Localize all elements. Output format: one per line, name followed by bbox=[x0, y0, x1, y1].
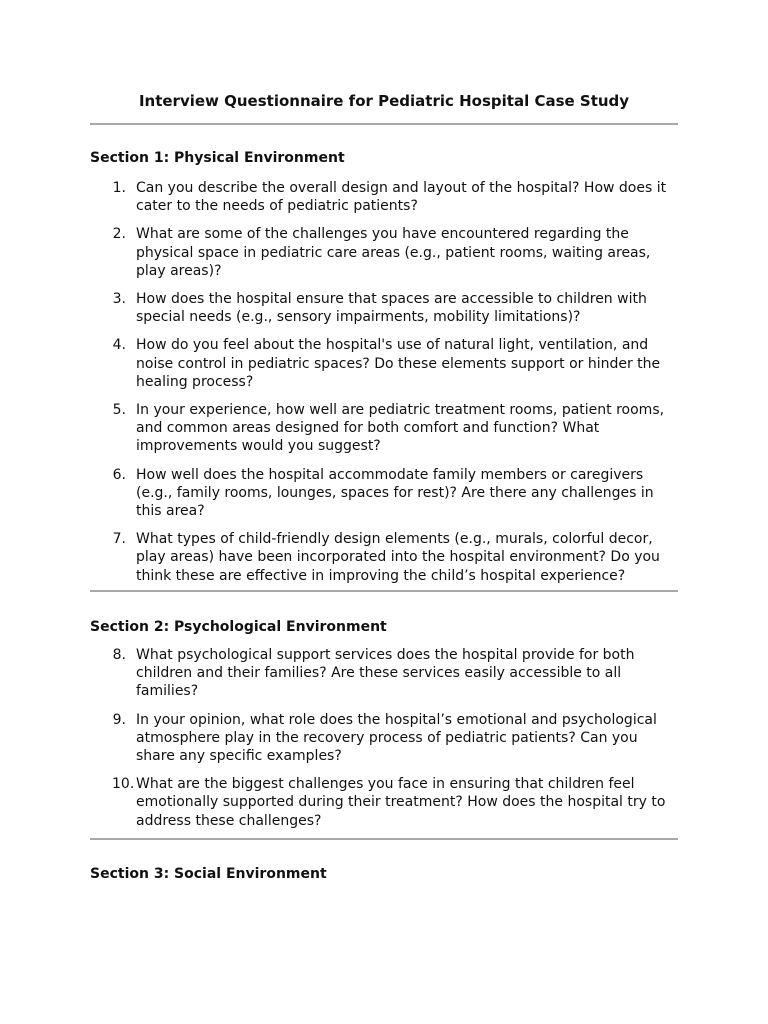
question-number: 10. bbox=[112, 776, 135, 793]
section-1-divider bbox=[90, 590, 678, 592]
question-text: In your experience, how well are pediatric treatment rooms, patient rooms, and common areas designed for both comfort and function? What improvements would you suggest? bbox=[136, 402, 665, 455]
question-number: 9. bbox=[112, 711, 126, 728]
section-2-heading: Section 2: Psychological Environment bbox=[90, 619, 387, 635]
question-item bbox=[90, 711, 680, 766]
section-3-heading: Section 3: Social Environment bbox=[90, 866, 327, 882]
question-number: 1. bbox=[112, 180, 126, 196]
section-1-heading: Section 1: Physical Environment bbox=[90, 150, 345, 166]
question-text: How well does the hospital accommodate family members or caregivers (e.g., family rooms, lounges, spaces for rest)? Are there any challenges in this area? bbox=[136, 466, 654, 520]
question-number: 5. bbox=[112, 402, 126, 419]
section-1-question-list bbox=[90, 179, 680, 595]
section-2-divider bbox=[90, 838, 678, 840]
question-item bbox=[90, 530, 680, 585]
question-text: In your opinion, what role does the hospital’s emotional and psychological atmosphere play in the recovery process of pediatric patients? Can you share any specific examples? bbox=[136, 711, 657, 765]
question-item bbox=[90, 466, 680, 521]
question-text: What types of child-friendly design elements (e.g., murals, colorful decor, play areas) have been incorporated into the hospital environment? Do you think these are effective in improving the child’s hospital experience? bbox=[136, 531, 660, 584]
question-item bbox=[90, 775, 680, 830]
question-number: 8. bbox=[112, 647, 126, 663]
question-text: How does the hospital ensure that spaces are accessible to children with special needs (e.g., sensory impairments, mobility limitations)? bbox=[136, 291, 647, 326]
title-divider bbox=[90, 123, 678, 125]
question-item bbox=[90, 646, 680, 701]
question-number: 3. bbox=[112, 291, 126, 308]
question-text: Can you describe the overall design and layout of the hospital? How does it cater to the needs of pediatric patients? bbox=[136, 180, 667, 215]
section-2-question-list bbox=[90, 646, 680, 840]
question-item bbox=[90, 179, 680, 215]
question-number: 2. bbox=[112, 226, 126, 243]
question-text: What are some of the challenges you have encountered regarding the physical space in pediatric care areas (e.g., patient rooms, waiting areas, play areas)? bbox=[136, 226, 651, 279]
question-text: How do you feel about the hospital's use of natural light, ventilation, and noise control in pediatric spaces? Do these elements support or hinder the healing process? bbox=[136, 337, 661, 390]
question-number: 7. bbox=[112, 531, 126, 548]
question-item bbox=[90, 225, 680, 280]
question-number: 4. bbox=[112, 337, 126, 354]
question-item bbox=[90, 336, 680, 391]
question-text: What psychological support services does the hospital provide for both children and their families? Are these services easily accessible to all families? bbox=[136, 647, 635, 700]
document-title: Interview Questionnaire for Pediatric Hospital Case Study bbox=[138, 92, 630, 110]
question-number: 6. bbox=[112, 466, 126, 483]
question-item bbox=[90, 290, 680, 326]
question-item bbox=[90, 401, 680, 456]
question-text: What are the biggest challenges you face in ensuring that children feel emotionally supported during their treatment? How does the hospital try to address these challenges? bbox=[136, 776, 666, 829]
